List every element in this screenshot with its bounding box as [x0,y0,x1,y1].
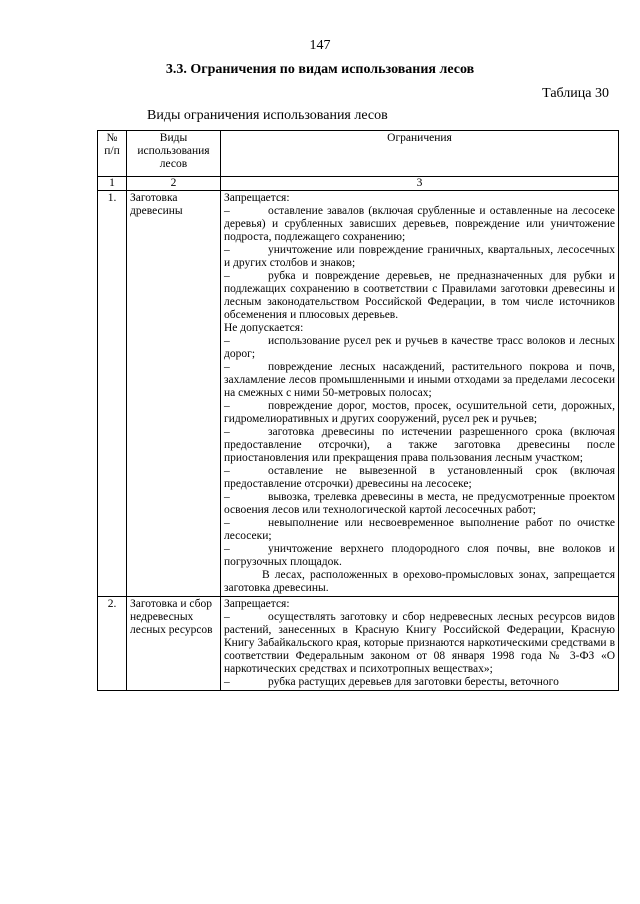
section-heading: 3.3. Ограничения по видам использования лесов [165,62,475,77]
list-item: – уничтожение верхнего плодородного слоя почвы, вне волоков и погрузочных площадок. [224,543,615,568]
closing-note: В лесах, расположенных в орехово-промысловых зонах, запрещается заготовка древесины. [224,569,615,594]
table-label: Таблица 30 [542,86,609,101]
list-item: – уничтожение или повреждение граничных, квартальных, лесосечных и других столбов и знаков; [224,244,615,269]
list-dash: – [224,543,230,555]
not-allowed-label: Не допускается: [224,322,304,334]
list-item: – осуществлять заготовку и сбор недревесных лесных ресурсов видов растений, занесенных в Красную Книгу Российской Федерации, Красную Книгу Забайкальского края, которые признаются наркотическими средствами в соответствии Федеральным законом от 08 января 1998 года № 3-ФЗ «О наркотических средствах и психотропных веществах»; [224,611,615,675]
list-dash: – [224,426,230,438]
page-number: 147 [309,38,331,53]
column-index-row [98,177,619,191]
column-index: 1 [98,177,127,191]
use-kind: Заготовка и сбор недревесных лесных ресурсов [127,597,221,691]
restrictions-cell [221,597,619,691]
list-item: – рубка растущих деревьев для заготовки бересты, веточного [224,676,559,688]
header-number: № п/п [98,131,127,177]
list-item: – вывозка, трелевка древесины в места, не предусмотренные проектом освоения лесов или технологической картой лесосечных работ; [224,491,615,516]
list-dash: – [224,465,230,477]
list-item: – невыполнение или несвоевременное выполнение работ по очистке лесосеки; [224,517,615,542]
list-item: – использование русел рек и ручьев в качестве трасс волоков и лесных дорог; [224,335,615,360]
list-dash: – [224,270,230,282]
list-item: – оставление не вывезенной в установленный срок (включая предоставление отсрочки) древесины на лесосеке; [224,465,615,490]
restrictions-table [97,130,619,691]
row-number: 1. [98,191,127,597]
list-item: – повреждение лесных насаждений, растительного покрова и почв, захламление лесов промышленными и иными отходами за пределами лесосеки на смежных с ними 50-метровых полосах; [224,361,615,399]
list-item: – заготовка древесины по истечении разрешенного срока (включая предоставление отсрочки), а также заготовка древесины после приостановления или прекращения права пользования лесным участком; [224,426,615,464]
list-dash: – [224,335,230,347]
list-dash: – [224,361,230,373]
prohibited-label: Запрещается: [224,598,290,610]
table-row [98,597,619,691]
prohibited-label: Запрещается: [224,192,290,204]
table-caption: Виды ограничения использования лесов [147,108,388,123]
column-index: 3 [221,177,619,191]
restrictions-cell [221,191,619,597]
list-item: – оставление завалов (включая срубленные и оставленные на лесосеке деревья) и срубленных зависших деревьев, повреждение или уничтожение подроста, подлежащего сохранению; [224,205,615,243]
list-dash: – [224,205,230,217]
table-header-row [98,131,619,177]
list-item: – рубка и повреждение деревьев, не предназначенных для рубки и подлежащих сохранению в соответствии с Правилами заготовки древесины и лесным законодательством Российской Федерации, в том числе источников обсеменения и плюсовых деревьев. [224,270,615,321]
table-row [98,191,619,597]
list-dash: – [224,611,230,623]
column-index: 2 [127,177,221,191]
list-dash: – [224,517,230,529]
list-dash: – [224,400,230,412]
row-number: 2. [98,597,127,691]
list-dash: – [224,244,230,256]
list-item: – повреждение дорог, мостов, просек, осушительной сети, дорожных, гидромелиоративных и других сооружений, русел рек и ручьев; [224,400,615,425]
header-restrictions: Ограничения [221,131,619,177]
header-use-kind: Виды использования лесов [127,131,221,177]
use-kind: Заготовка древесины [127,191,221,597]
list-dash: – [224,491,230,503]
list-dash: – [224,676,230,688]
